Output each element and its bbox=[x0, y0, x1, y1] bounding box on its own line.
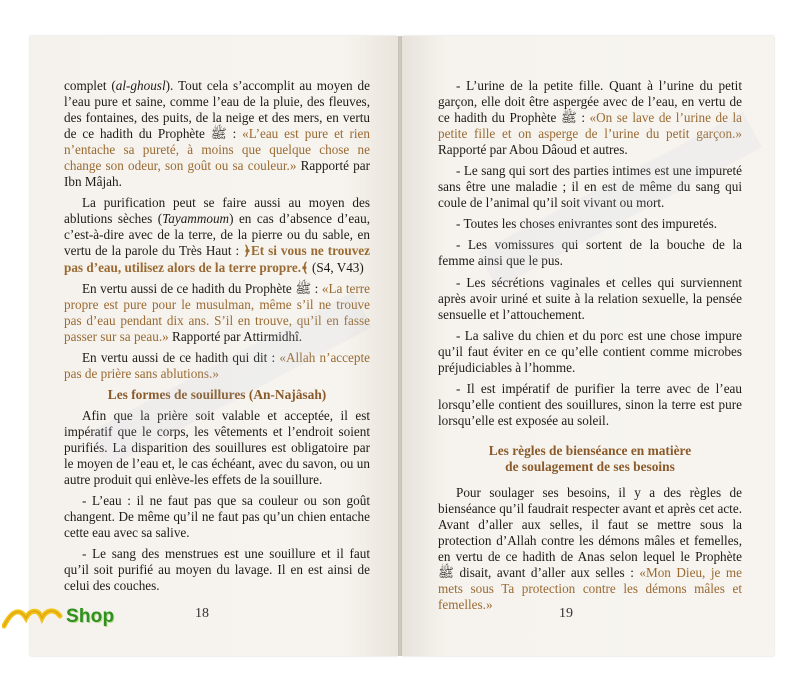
body-text: Tayammoum bbox=[162, 211, 230, 227]
left-paragraphs-2 bbox=[64, 408, 370, 595]
quote-text: «Mon Dieu, je me mets sous Ta protection contre les démons mâles et femelles.» bbox=[438, 565, 742, 613]
body-text: - Les vomissures qui sortent de la bouche de la femme ainsi que le pus. bbox=[438, 237, 742, 269]
body-text: - L’urine de la petite fille. Quant à l’urine du petit garçon, elle doit être aspergée avec de l’eau, en vertu de ce hadith du Prophète ﷺ : bbox=[438, 78, 742, 126]
paragraph bbox=[64, 493, 370, 541]
heading-line-1: Les règles de bienséance en matière bbox=[488, 442, 692, 458]
body-text: La purification peut se faire aussi au moyen des ablutions sèches ( bbox=[64, 195, 370, 227]
paragraph bbox=[438, 237, 742, 269]
body-text: ) en cas d’absence d’eau, c’est-à-dire avec de la terre, de la pierre ou du sable, en vertu de la parole du Très Haut : bbox=[64, 211, 370, 259]
paragraph bbox=[64, 281, 370, 345]
left-page-text bbox=[64, 78, 370, 599]
body-text: - L’eau : il ne faut pas que sa couleur ou son goût changent. De même qu’il ne faut pas qu’un chien entache cette eau avec sa salive. bbox=[64, 493, 370, 541]
body-text: Rapporté par Abou Dâoud et autres. bbox=[438, 142, 628, 158]
quote-text: «L’eau est pure et rien n’entache sa pureté, à moins que quelque chose ne change son odeur, son goût ou sa couleur.» bbox=[64, 126, 370, 174]
body-text: Rapporté par Attirmidhî. bbox=[168, 328, 303, 344]
body-text: Afin que la prière soit valable et acceptée, il est impératif que le corps, les vêtements et l’endroit soient purifiés. La disparition des souillures est obligatoire par le moyen de l’eau et, le cas échéant, avec du savon, ou un autre produit qui enlève-les effets de la souillure. bbox=[64, 407, 370, 488]
body-text: - Le sang des menstrues est une souillure et il faut qu’il soit purifié au moyen du lavage. Il en est ainsi de celui des couches. bbox=[64, 546, 370, 594]
body-text: Pour soulager ses besoins, il y a des règles de bienséance qu’il faudrait respecter avant et après cet acte. Avant d’aller aux selles, il faut se mettre sous la protection d’Allah contre les démons mâles et femelles, en vertu de ce hadith de Anas selon lequel le Prophète ﷺ disait, avant d’aller aux selles : bbox=[438, 484, 742, 581]
heading-line-2: de soulagement de ses besoins bbox=[505, 458, 675, 474]
body-text: - La salive du chien et du porc est une chose impure qu’il faut éviter en ce qu’elle contient comme microbes préjudiciables à l’homme. bbox=[438, 327, 742, 375]
body-text: - Toutes les choses enivrantes sont des impuretés. bbox=[456, 216, 718, 232]
paragraph bbox=[438, 216, 742, 232]
body-text: (S4, V43) bbox=[308, 259, 364, 275]
body-text: al-ghousl bbox=[115, 78, 166, 93]
logo-swoosh-icon bbox=[2, 600, 72, 634]
right-paragraphs bbox=[438, 78, 742, 429]
right-page bbox=[402, 36, 774, 656]
section-heading-bienseance bbox=[438, 443, 742, 475]
paragraph bbox=[64, 78, 370, 190]
paragraph bbox=[64, 408, 370, 488]
section-heading-souillures: Les formes de souillures (An-Najâsah) bbox=[107, 386, 327, 402]
paragraph bbox=[438, 275, 742, 323]
right-paragraphs-2 bbox=[438, 485, 742, 613]
body-text: - Le sang qui sort des parties intimes est une impureté sans être une maladie ; il en est de même du sang qui coule de l’animal qu’il soit vivant ou mort. bbox=[438, 163, 742, 211]
quote-text: «La terre propre est pure pour le musulman, même s’il ne trouve pas d’eau pendant dix ans. S’il en trouve, qu’il en fasse passer sur sa peau.» bbox=[64, 280, 370, 344]
logo-text: Shop bbox=[66, 606, 115, 627]
quote-text: «On se lave de l’urine de la petite fille et on asperge de l’urine du petit garçon.» bbox=[438, 110, 742, 142]
shop-logo bbox=[2, 600, 132, 634]
paragraph bbox=[438, 78, 742, 158]
body-text: - Les sécrétions vaginales et celles qui surviennent après avoir uriné et suite à la relation sexuelle, la pensée sensuelle et l’attouchement. bbox=[438, 274, 742, 322]
right-page-text bbox=[438, 78, 742, 618]
body-text: - Il est impératif de purifier la terre avec de l’eau lorsqu’elle contient des souillures, sinon la terre est pure lorsqu’elle est exposée au soleil. bbox=[438, 380, 742, 428]
body-text: complet ( bbox=[64, 78, 116, 93]
quote-text: ﴿Et si vous ne trouvez pas d’eau, utilisez alors de la terre propre.﴾ bbox=[64, 243, 370, 275]
paragraph bbox=[438, 485, 742, 613]
paragraph bbox=[438, 163, 742, 211]
page-number-left: 18 bbox=[195, 606, 209, 621]
paragraph bbox=[64, 350, 370, 382]
quote-text: «Allah n’accepte pas de prière sans ablutions.» bbox=[64, 349, 370, 381]
left-paragraphs bbox=[64, 78, 370, 382]
paragraph bbox=[438, 328, 742, 376]
paragraph bbox=[64, 546, 370, 594]
page-number-right: 19 bbox=[559, 606, 573, 621]
body-text: Rapporté par Ibn Mâjah. bbox=[64, 158, 370, 190]
paragraph bbox=[438, 381, 742, 429]
body-text: ). Tout cela s’accomplit au moyen de l’eau pure et saine, comme l’eau de la pluie, des fleuves, des fontaines, des puits, de la neige et des mers, en vertu de ce hadith du Prophète ﷺ : bbox=[64, 78, 370, 142]
paragraph bbox=[64, 195, 370, 275]
body-text: En vertu aussi de ce hadith qui dit : bbox=[82, 349, 280, 365]
left-page bbox=[30, 36, 398, 656]
body-text: En vertu aussi de ce hadith du Prophète ﷺ : bbox=[82, 280, 322, 296]
